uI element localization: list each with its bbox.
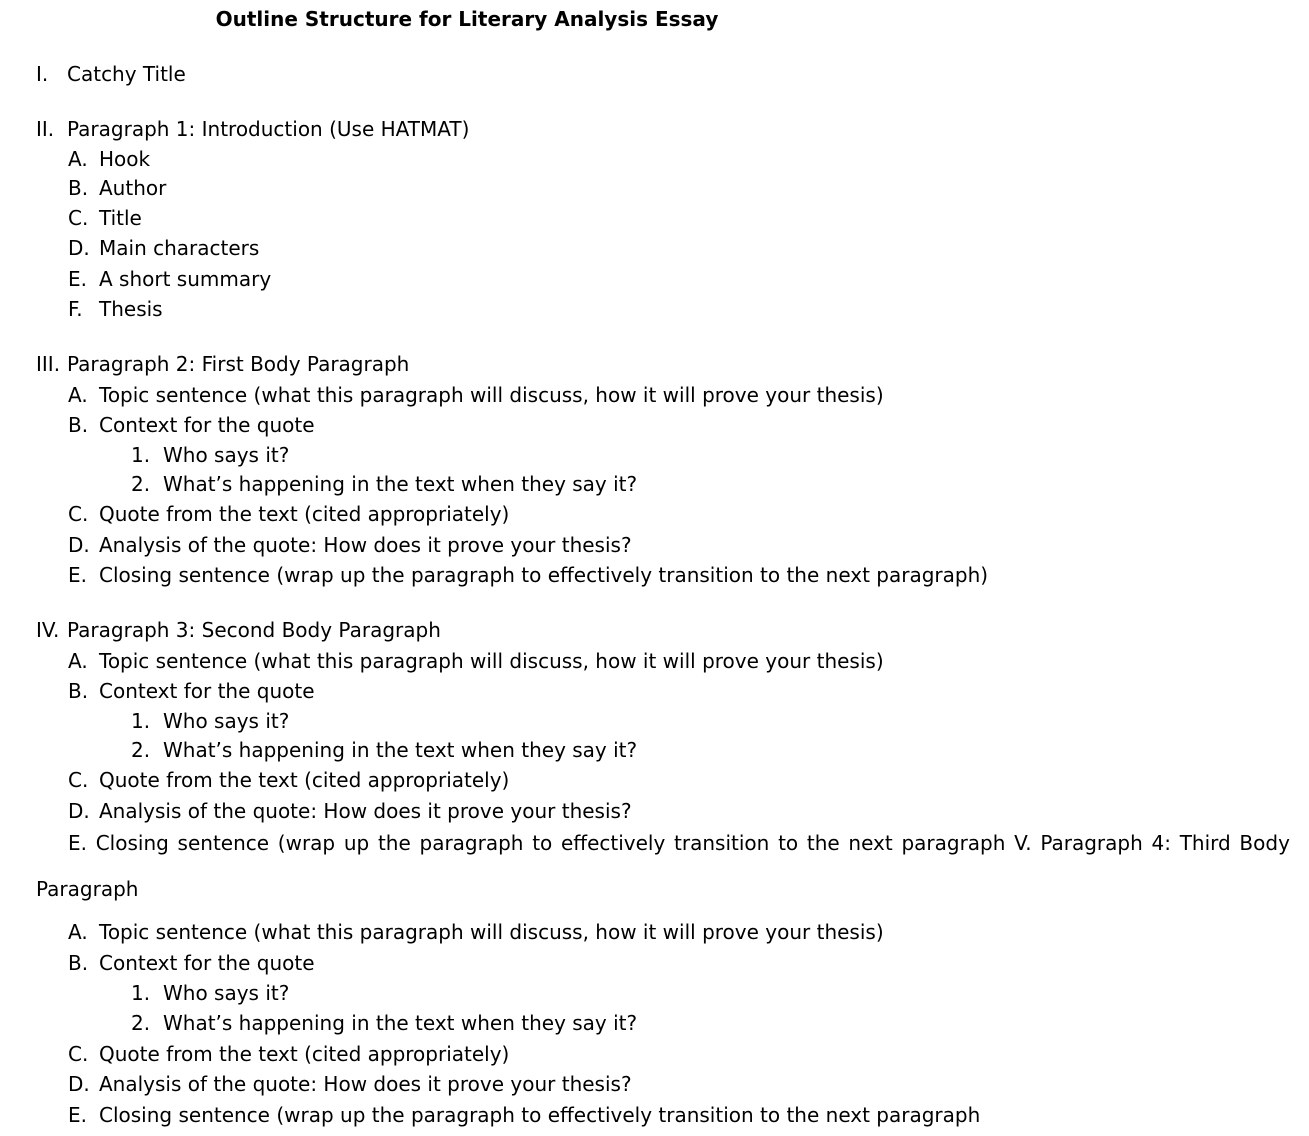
word: Closing <box>95 831 169 855</box>
item-number: C. <box>68 206 89 230</box>
item-text: Author <box>99 176 167 200</box>
item-text: What’s happening in the text when they say it? <box>163 1011 638 1035</box>
word: 4: <box>1151 831 1171 855</box>
item-number: 1. <box>131 443 151 467</box>
item-number: 2. <box>131 738 151 762</box>
item-number: A. <box>68 920 88 944</box>
item-number: D. <box>68 236 90 260</box>
item-number: B. <box>68 679 89 703</box>
item-number: B. <box>68 176 89 200</box>
item-text: Who says it? <box>163 443 290 467</box>
item-text: A short summary <box>99 267 272 291</box>
item-number: I. <box>36 62 49 86</box>
item-text: Quote from the text (cited appropriately) <box>99 502 510 526</box>
item-text: Analysis of the quote: How does it prove your thesis? <box>99 799 632 823</box>
item-number: B. <box>68 413 89 437</box>
justified-run-on-line <box>68 830 1290 856</box>
item-text: Catchy Title <box>67 62 186 86</box>
item-number: A. <box>68 147 88 171</box>
item-text: Closing sentence (wrap up the paragraph to effectively transition to the next paragraph <box>99 1103 981 1127</box>
item-number: 2. <box>131 1011 151 1035</box>
item-number: A. <box>68 383 88 407</box>
word: Third <box>1179 831 1231 855</box>
item-text: Context for the quote <box>99 951 315 975</box>
item-number: C. <box>68 768 89 792</box>
item-text: Hook <box>99 147 151 171</box>
item-text: Paragraph 3: Second Body Paragraph <box>67 618 441 642</box>
item-number: E. <box>68 1103 87 1127</box>
item-number: B. <box>68 951 89 975</box>
word: (wrap <box>277 831 336 855</box>
item-number: IV. <box>36 618 60 642</box>
word: Paragraph <box>1040 831 1143 855</box>
item-text: Who says it? <box>163 981 290 1005</box>
item-text: Title <box>99 206 142 230</box>
item-number: C. <box>68 502 89 526</box>
word: paragraph <box>901 831 1006 855</box>
word: next <box>848 831 893 855</box>
item-number: 1. <box>131 709 151 733</box>
item-text: Topic sentence (what this paragraph will discuss, how it will prove your thesis) <box>99 920 884 944</box>
word: V. <box>1014 831 1032 855</box>
item-number: 2. <box>131 472 151 496</box>
word: to <box>778 831 799 855</box>
item-number: C. <box>68 1042 89 1066</box>
item-text: Topic sentence (what this paragraph will discuss, how it will prove your thesis) <box>99 383 884 407</box>
item-number: E. <box>68 563 87 587</box>
item-text: Analysis of the quote: How does it prove your thesis? <box>99 1072 632 1096</box>
word: paragraph <box>419 831 524 855</box>
item-number: A. <box>68 649 88 673</box>
outline-continuation: Paragraph <box>36 877 139 901</box>
item-text: Paragraph 2: First Body Paragraph <box>67 352 410 376</box>
word: transition <box>674 831 770 855</box>
item-text: Quote from the text (cited appropriately) <box>99 768 510 792</box>
word: effectively <box>561 831 666 855</box>
item-text: Who says it? <box>163 709 290 733</box>
item-text: Closing sentence (wrap up the paragraph to effectively transition to the next paragraph) <box>99 563 989 587</box>
item-number: F. <box>68 297 83 321</box>
word: to <box>532 831 553 855</box>
item-text: Analysis of the quote: How does it prove your thesis? <box>99 533 632 557</box>
word: the <box>377 831 411 855</box>
item-text: Paragraph 1: Introduction (Use HATMAT) <box>67 117 470 141</box>
item-number: D. <box>68 1072 90 1096</box>
item-number: E. <box>68 267 87 291</box>
word: up <box>343 831 370 855</box>
item-number: 1. <box>131 981 151 1005</box>
item-text: Context for the quote <box>99 679 315 703</box>
item-text: Main characters <box>99 236 260 260</box>
word: sentence <box>177 831 270 855</box>
item-text: Thesis <box>99 297 163 321</box>
document-title: Outline Structure for Literary Analysis Essay <box>215 7 719 31</box>
word: E. <box>68 831 87 855</box>
item-number: II. <box>36 117 55 141</box>
item-number: III. <box>36 352 61 376</box>
word: Body <box>1239 831 1290 855</box>
item-text: Quote from the text (cited appropriately) <box>99 1042 510 1066</box>
item-number: D. <box>68 799 90 823</box>
item-text: Topic sentence (what this paragraph will discuss, how it will prove your thesis) <box>99 649 884 673</box>
item-text: Context for the quote <box>99 413 315 437</box>
item-text: What’s happening in the text when they say it? <box>163 472 638 496</box>
word: the <box>806 831 840 855</box>
item-text: What’s happening in the text when they say it? <box>163 738 638 762</box>
item-number: D. <box>68 533 90 557</box>
